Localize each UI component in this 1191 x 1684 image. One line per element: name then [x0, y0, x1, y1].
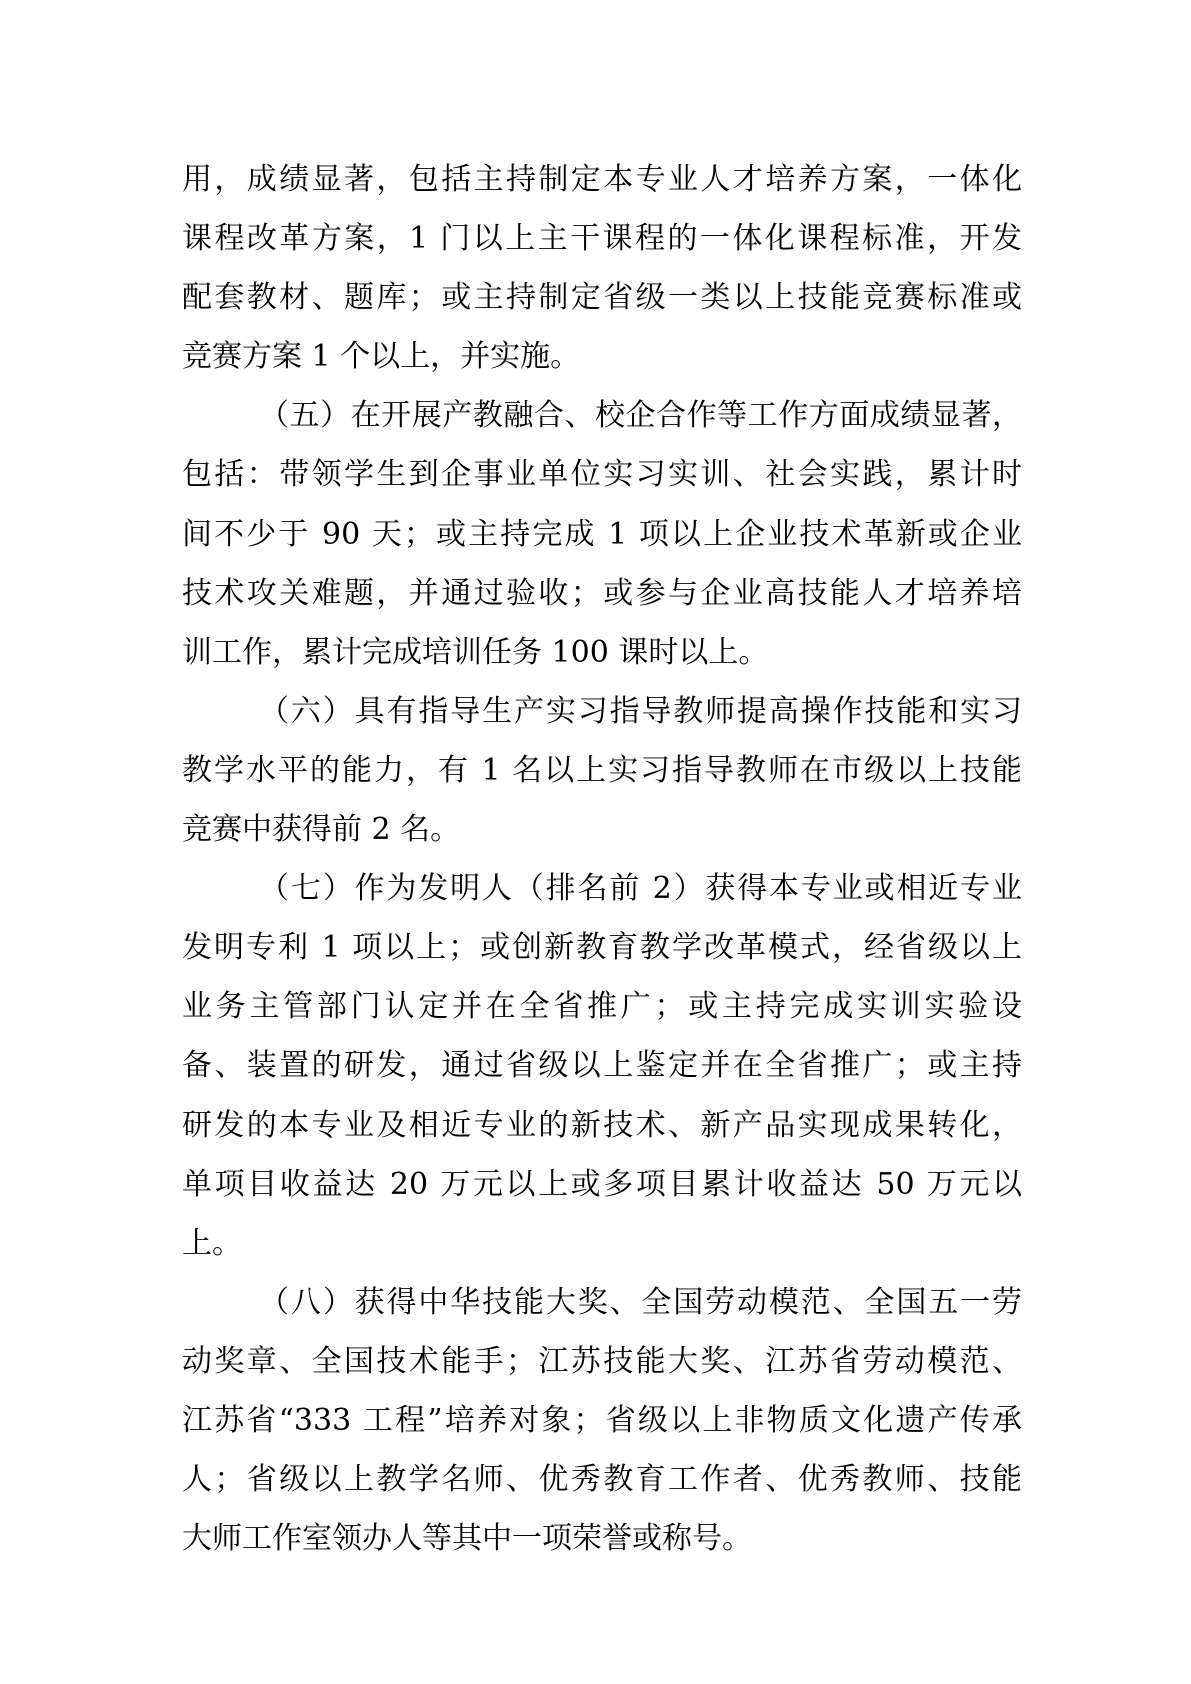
text-line: 单项目收益达 20 万元以上或多项目累计收益达 50 万元以 — [182, 1166, 1022, 1202]
text-line: 备、装置的研发，通过省级以上鉴定并在全省推广；或主持 — [182, 1048, 1022, 1084]
text-line: 教学水平的能力，有 1 名以上实习指导教师在市级以上技能 — [182, 752, 1022, 788]
text-line: 发明专利 1 项以上；或创新教育教学改革模式，经省级以上 — [182, 930, 1022, 966]
section-heading-line: （八）获得中华技能大奖、全国劳动模范、全国五一劳 — [259, 1284, 1022, 1320]
text-line: 竞赛中获得前 2 名。 — [182, 812, 461, 848]
text-line: 间不少于 90 天；或主持完成 1 项以上企业技术革新或企业 — [182, 516, 1022, 552]
text-line: 竞赛方案 1 个以上，并实施。 — [182, 339, 581, 375]
text-line: 用，成绩显著，包括主持制定本专业人才培养方案，一体化 — [182, 162, 1022, 197]
text-line: 江苏省“333 工程”培养对象；省级以上非物质文化遗产传承 — [182, 1402, 1022, 1438]
text-line: 动奖章、全国技术能手；江苏技能大奖、江苏省劳动模范、 — [182, 1343, 1022, 1379]
document-body — [182, 150, 1022, 1568]
text-line: 研发的本专业及相近专业的新技术、新产品实现成果转化， — [182, 1107, 1022, 1143]
text-line: 技术攻关难题，并通过验收；或参与企业高技能人才培养培 — [182, 575, 1022, 611]
text-line: 训工作，累计完成培训任务 100 课时以上。 — [182, 634, 769, 670]
text-line: 大师工作室领办人等其中一项荣誉或称号。 — [182, 1521, 752, 1557]
text-line: 人；省级以上教学名师、优秀教育工作者、优秀教师、技能 — [182, 1462, 1022, 1498]
section-heading-line: （七）作为发明人（排名前 2）获得本专业或相近专业 — [259, 871, 1022, 907]
text-line: 课程改革方案，1 门以上主干课程的一体化课程标准，开发 — [182, 221, 1022, 257]
text-line: 上。 — [182, 1225, 242, 1261]
text-line: 包括：带领学生到企事业单位实习实训、社会实践，累计时 — [182, 457, 1022, 493]
section-heading-line: （六）具有指导生产实习指导教师提高操作技能和实习 — [259, 693, 1022, 729]
section-heading-line: （五）在开展产教融合、校企合作等工作方面成绩显著， — [259, 398, 1022, 434]
text-line: 业务主管部门认定并在全省推广；或主持完成实训实验设 — [182, 989, 1022, 1025]
text-line: 配套教材、题库；或主持制定省级一类以上技能竞赛标准或 — [182, 280, 1022, 316]
